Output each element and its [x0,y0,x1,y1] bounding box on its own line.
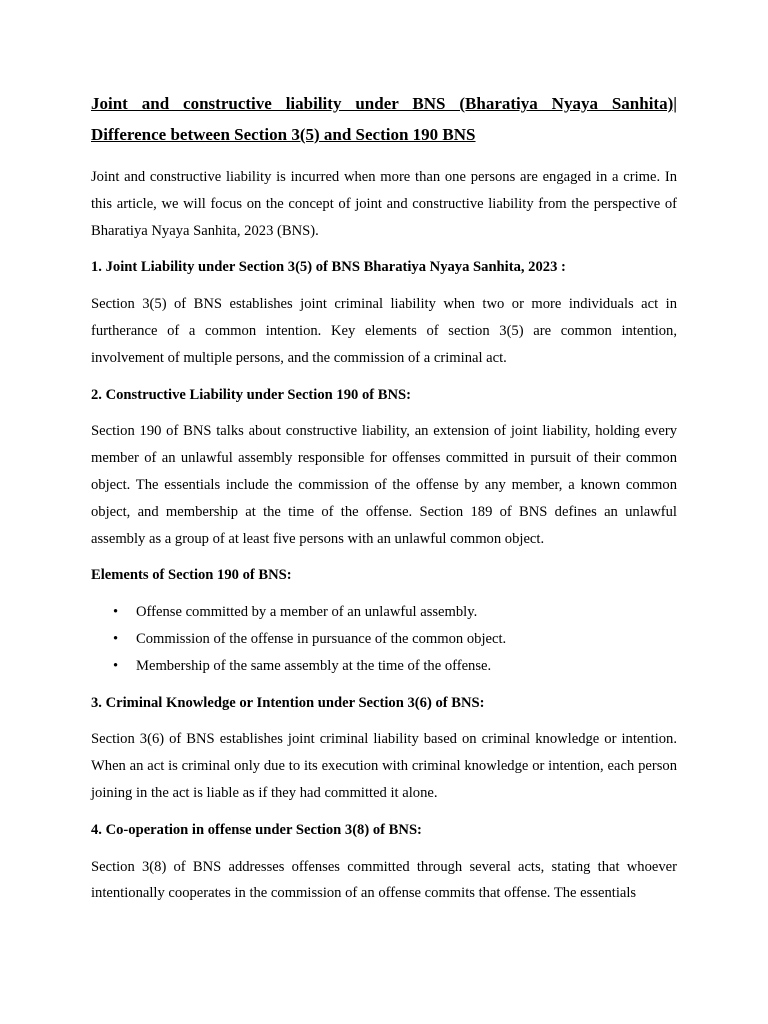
bullet-icon: • [113,657,119,674]
section-heading-constructive-liability: 2. Constructive Liability under Section 190 of BNS: [91,386,411,403]
section-body-constructive-liability: Section 190 of BNS talks about constructive liability, an extension of joint liability, holding every member of an unlawful assembly responsible for offenses committed in pursuit of their common object. The essentials include the commission of the offense by any member, a known common object, and membership at the time of the offense. Section 189 of BNS defines an unlawful assembly as a group of at least five persons with an unlawful common object. [91,423,677,547]
section-heading-elements: Elements of Section 190 of BNS: [91,567,292,584]
document-title: Joint and constructive liability under BNS (Bharatiya Nyaya Sanhita)| Difference between Section 3(5) and Section 190 BNS [91,94,677,144]
section-heading-criminal-knowledge: 3. Criminal Knowledge or Intention under Section 3(6) of BNS: [91,694,485,711]
section-body-criminal-knowledge: Section 3(6) of BNS establishes joint criminal liability based on criminal knowledge or intention. When an act is criminal only due to its execution with criminal knowledge or intention, each person joining in the act is liable as if they had committed it alone. [91,731,677,801]
section-body-co-operation: Section 3(8) of BNS addresses offenses committed through several acts, stating that whoever intentionally cooperates in the commission of an offense commits that offense. The essentials [91,858,677,902]
bullet-icon: • [113,630,119,647]
list-item-text: Offense committed by a member of an unlawful assembly. [136,604,478,621]
list-item [91,626,677,653]
intro-paragraph: Joint and constructive liability is incurred when more than one persons are engaged in a crime. In this article, we will focus on the concept of joint and constructive liability from the perspective of Bharatiya Nyaya Sanhita, 2023 (BNS). [91,169,677,239]
list-item [91,653,677,680]
section-heading-joint-liability: 1. Joint Liability under Section 3(5) of BNS Bharatiya Nyaya Sanhita, 2023 : [91,259,566,276]
list-item-text: Membership of the same assembly at the time of the offense. [136,657,492,674]
section-body-joint-liability: Section 3(5) of BNS establishes joint criminal liability when two or more individuals act in furtherance of a common intention. Key elements of section 3(5) are common intention, involvement of multiple persons, and the commission of a criminal act. [91,296,677,366]
elements-bullet-list [91,599,677,679]
bullet-icon: • [113,604,119,621]
list-item-text: Commission of the offense in pursuance of the common object. [136,630,507,647]
section-heading-co-operation: 4. Co-operation in offense under Section 3(8) of BNS: [91,821,422,838]
document-body [91,88,677,917]
list-item [91,599,677,626]
